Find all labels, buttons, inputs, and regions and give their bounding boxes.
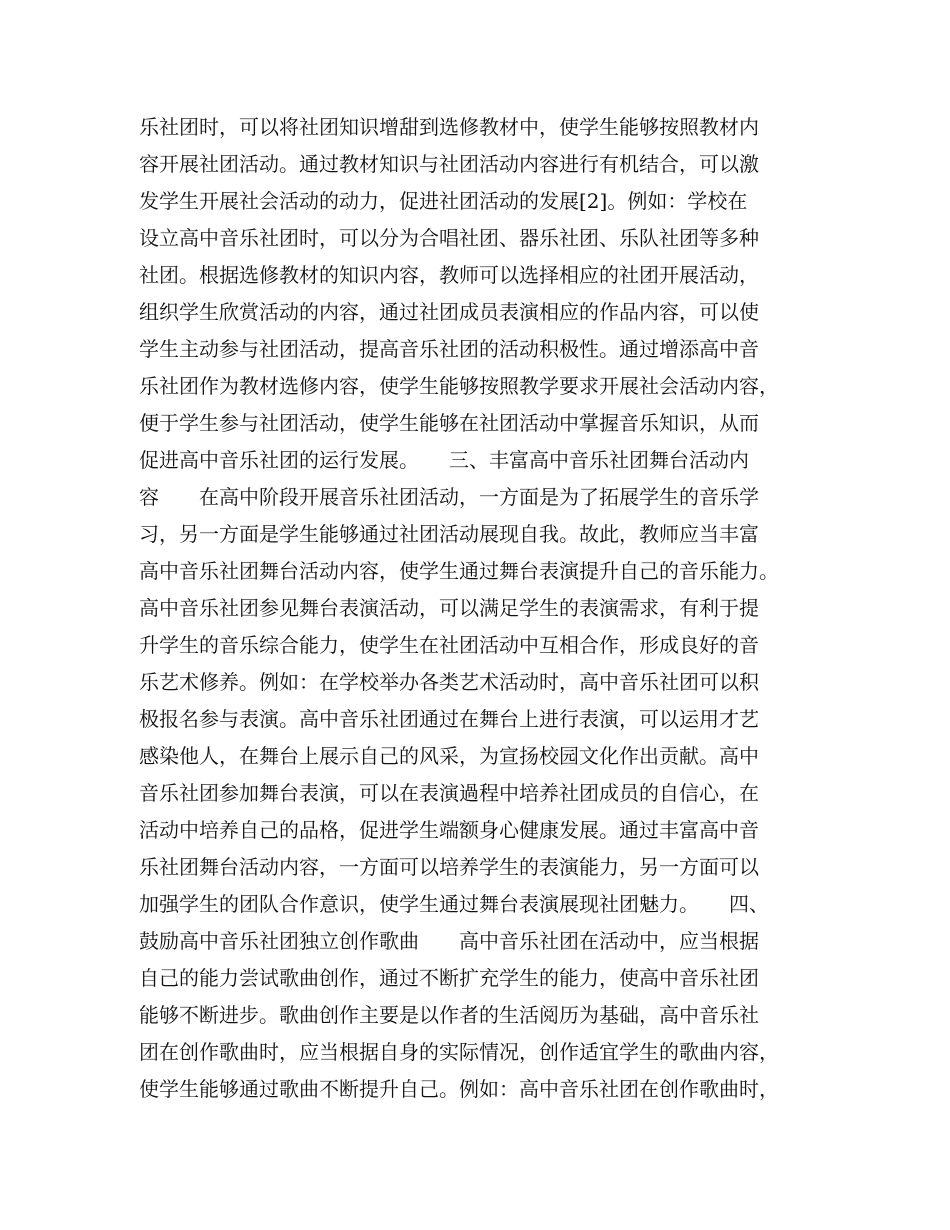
text-line: 乐社团时，可以将社团知识增甜到选修教材中，使学生能够按照教材内 bbox=[139, 115, 759, 139]
text-line: 组织学生欣赏活动的内容，通过社团成员表演相应的作品内容，可以使 bbox=[139, 300, 759, 324]
text-line: 自己的能力尝试歌曲创作，通过不断扩充学生的能力，使高中音乐社团 bbox=[139, 966, 759, 990]
text-line: 活动中培养自己的品格，促进学生端额身心健康发展。通过丰富高中音 bbox=[139, 818, 759, 842]
text-line: 音乐社团参加舞台表演，可以在表演過程中培养社团成员的自信心，在 bbox=[139, 781, 759, 805]
text-line: 能够不断进步。歌曲创作主要是以作者的生活阅历为基础，高中音乐社 bbox=[139, 1003, 759, 1027]
body-text bbox=[139, 109, 829, 1108]
text-line: 乐社团作为教材选修内容，使学生能够按照教学要求开展社会活动内容， bbox=[139, 374, 779, 398]
text-line: 设立高中音乐社团时，可以分为合唱社团、器乐社团、乐队社团等多种 bbox=[139, 226, 759, 250]
text-line: 极报名参与表演。高中音乐社团通过在舞台上进行表演，可以运用才艺 bbox=[139, 707, 759, 731]
text-line: 容 在高中阶段开展音乐社团活动，一方面是为了拓展学生的音乐学 bbox=[139, 485, 759, 509]
text-line: 感染他人，在舞台上展示自己的风采，为宣扬校园文化作出贡献。高中 bbox=[139, 744, 759, 768]
text-line: 促进高中音乐社团的运行发展。 三、丰富高中音乐社团舞台活动内 bbox=[139, 448, 749, 472]
text-line: 加强学生的团队合作意识，使学生通过舞台表演展现社团魅力。 四、 bbox=[139, 892, 769, 916]
text-line: 习，另一方面是学生能够通过社团活动展现自我。故此，教师应当丰富 bbox=[139, 522, 759, 546]
text-line: 使学生能够通过歌曲不断提升自己。例如：高中音乐社团在创作歌曲时， bbox=[139, 1077, 779, 1101]
text-line: 乐社团舞台活动内容，一方面可以培养学生的表演能力，另一方面可以 bbox=[139, 855, 759, 879]
text-line: 高中音乐社团舞台活动内容，使学生通过舞台表演提升自己的音乐能力。 bbox=[139, 559, 779, 583]
text-line: 高中音乐社团参见舞台表演活动，可以满足学生的表演需求，有利于提 bbox=[139, 596, 759, 620]
text-line: 乐艺术修养。例如：在学校举办各类艺术活动时，高中音乐社团可以积 bbox=[139, 670, 759, 694]
text-line: 学生主动参与社团活动，提高音乐社团的活动积极性。通过增添高中音 bbox=[139, 337, 759, 361]
text-line: 发学生开展社会活动的动力，促进社团活动的发展[2]。例如：学校在 bbox=[139, 189, 748, 213]
text-line: 鼓励高中音乐社团独立创作歌曲 高中音乐社团在活动中，应当根据 bbox=[139, 929, 759, 953]
text-line: 便于学生参与社团活动，使学生能够在社团活动中掌握音乐知识，从而 bbox=[139, 411, 759, 435]
text-line: 团在创作歌曲时，应当根据自身的实际情况，创作适宜学生的歌曲内容， bbox=[139, 1040, 779, 1064]
text-line: 社团。根据选修教材的知识内容，教师可以选择相应的社团开展活动， bbox=[139, 263, 759, 287]
text-line: 容开展社团活动。通过教材知识与社团活动内容进行有机结合，可以激 bbox=[139, 152, 759, 176]
text-line: 升学生的音乐综合能力，使学生在社团活动中互相合作，形成良好的音 bbox=[139, 633, 759, 657]
